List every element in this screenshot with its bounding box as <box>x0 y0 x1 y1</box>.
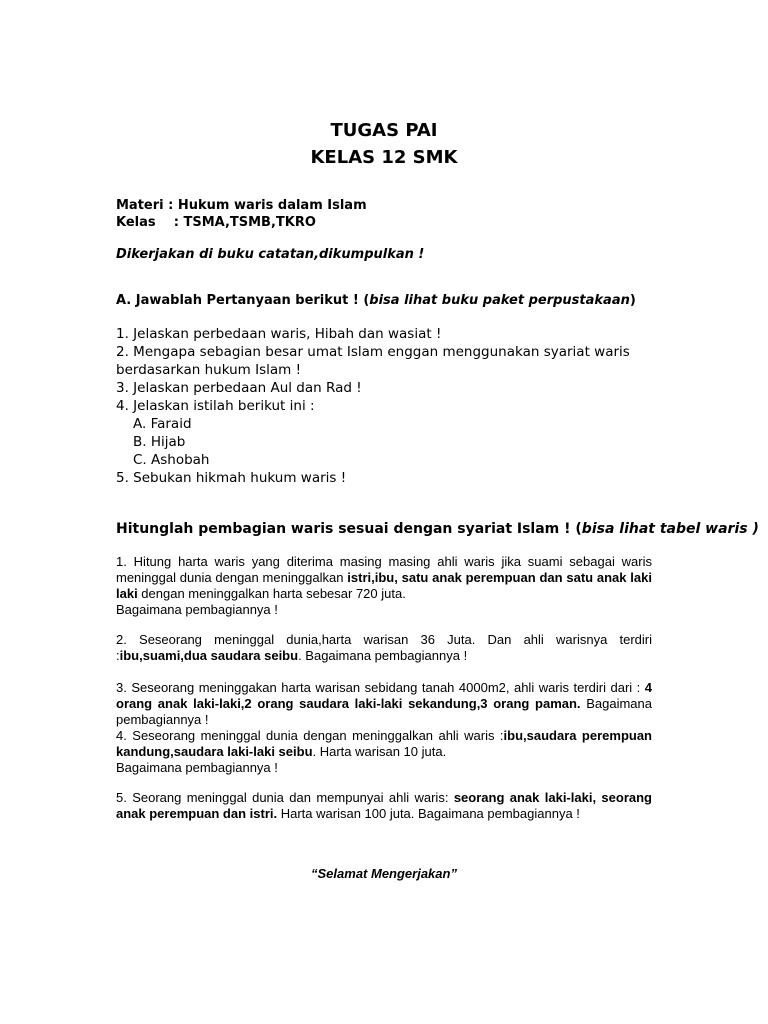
question-4: 4. Jelaskan istilah berikut ini : <box>116 398 315 414</box>
section-b-heading-note: bisa lihat tabel waris ) <box>581 521 759 537</box>
problem-1 <box>116 554 652 618</box>
question-4-option-c: C. Ashobah <box>133 452 210 468</box>
kelas-value: : TSMA,TSMB,TKRO <box>173 215 316 230</box>
problem-2-question: . Bagaimana pembagiannya ! <box>298 648 468 663</box>
problem-4 <box>116 728 652 776</box>
question-4-option-b: B. Hijab <box>133 434 186 450</box>
problem-4-amount: . Harta warisan 10 juta. <box>312 744 447 759</box>
materi-value: : Hukum waris dalam Islam <box>168 198 367 213</box>
instruction-text: Dikerjakan di buku catatan,dikumpulkan ! <box>116 247 425 262</box>
problem-1-heirs: istri,ibu, satu anak perempuan dan satu anak laki laki <box>116 570 652 601</box>
closing-text: “Selamat Mengerjakan” <box>311 866 457 881</box>
problem-1-amount: dengan meninggalkan harta sebesar 720 juta. <box>137 586 406 601</box>
section-a-heading-note: bisa lihat buku paket perpustakaan <box>369 293 630 308</box>
section-a-heading <box>116 293 636 308</box>
document-subtitle: KELAS 12 SMK <box>310 147 458 168</box>
question-2-line1: 2. Mengapa sebagian besar umat Islam enggan menggunakan syariat waris <box>116 344 630 360</box>
problem-2-text: 2. Seseorang meninggal dunia,harta warisan 36 Juta. Dan ahli warisnya terdiri : <box>116 632 652 663</box>
problem-3-question: Bagaimana pembagiannya ! <box>116 696 653 727</box>
kelas-line <box>116 215 316 230</box>
question-3: 3. Jelaskan perbedaan Aul dan Rad ! <box>116 380 362 396</box>
problem-4-heirs: ibu,saudara perempuan kandung,saudara laki-laki seibu <box>116 728 652 759</box>
problem-3-heirs: 4 orang anak laki-laki,2 orang saudara laki-laki sekandung,3 orang paman. <box>116 680 652 711</box>
problem-5-text: 5. Seorang meninggal dunia dan mempunyai ahli waris: <box>116 790 454 805</box>
section-a-heading-text: A. Jawablah Pertanyaan berikut ! ( <box>116 293 370 308</box>
problem-2 <box>116 632 652 664</box>
question-4-option-a: A. Faraid <box>133 416 192 432</box>
problem-3-text: 3. Seseorang meninggakan harta warisan sebidang tanah 4000m2, ahli waris terdiri dari : <box>116 680 645 695</box>
problem-4-question: Bagaimana pembagiannya ! <box>116 760 278 775</box>
problem-5-heirs: seorang anak laki-laki, seorang anak perempuan dan istri. <box>116 790 653 821</box>
problem-5 <box>116 790 652 822</box>
kelas-label: Kelas <box>116 215 156 230</box>
document-title: TUGAS PAI <box>330 120 438 141</box>
problem-5-question: Harta warisan 100 juta. Bagaimana pembagiannya ! <box>277 806 580 821</box>
section-a-heading-close: ) <box>629 293 636 308</box>
materi-label: Materi <box>116 198 164 213</box>
problem-1-text: 1. Hitung harta waris yang diterima masing masing ahli waris jika suami sebagai waris meninggal dunia dengan meninggalkan <box>116 554 652 585</box>
question-5: 5. Sebukan hikmah hukum waris ! <box>116 470 347 486</box>
question-1: 1. Jelaskan perbedaan waris, Hibah dan wasiat ! <box>116 326 442 342</box>
question-2-line2: berdasarkan hukum Islam ! <box>116 362 301 378</box>
problem-2-heirs: ibu,suami,dua saudara seibu <box>119 648 299 663</box>
problem-4-text: 4. Seseorang meninggal dunia dengan meninggalkan ahli waris : <box>116 728 504 743</box>
section-b-heading <box>116 521 759 537</box>
section-b-heading-text: Hitunglah pembagian waris sesuai dengan syariat Islam ! ( <box>116 521 582 537</box>
problem-3 <box>116 680 652 728</box>
problem-1-question: Bagaimana pembagiannya ! <box>116 602 278 617</box>
materi-line <box>116 198 367 213</box>
